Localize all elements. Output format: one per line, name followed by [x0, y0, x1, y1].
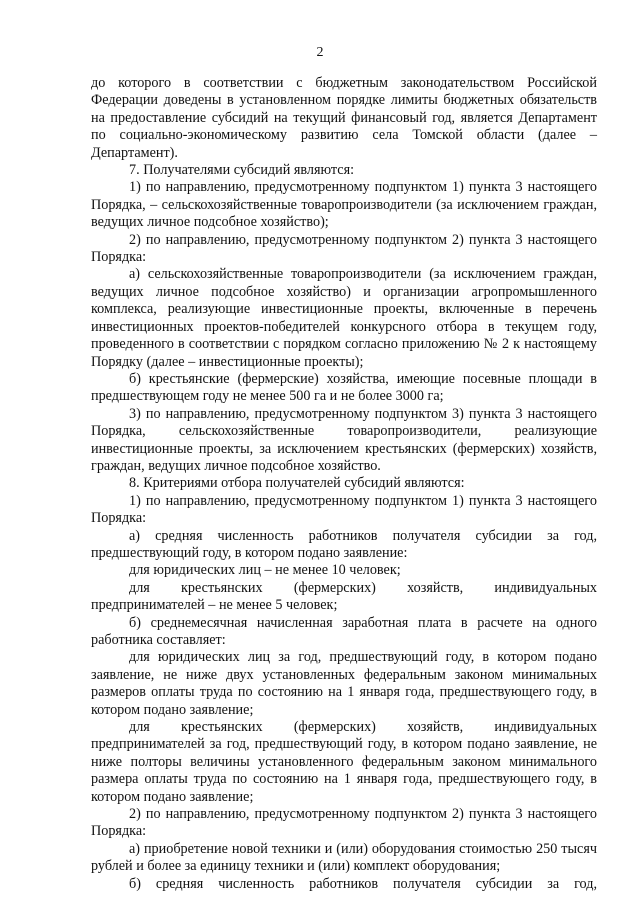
paragraph: 8. Критериями отбора получателей субсидий являются: — [129, 475, 465, 492]
paragraph: 7. Получателями субсидий являются: — [129, 162, 355, 179]
paragraph: 1) по направлению, предусмотренному подпунктом 1) пункта 3 настоящего Порядка, – сельскохозяйственные товаропроизводители (за исключением граждан, ведущих личное подсобное хозяйство); — [91, 179, 597, 231]
paragraph: для крестьянских (фермерских) хозяйств, индивидуальных предпринимателей за год, предшествующий году, в котором подано заявление, не ниже полторы величины установленного федеральным законом минимального размера оплаты труда по состоянию на 1 января года, предшествующего году, в котором подано заявление; — [91, 719, 597, 805]
paragraph: а) приобретение новой техники и (или) оборудования стоимостью 250 тысяч рублей и более за единицу техники и (или) комплект оборудования; — [91, 840, 597, 875]
page-number: 2 — [316, 45, 324, 60]
document-body — [91, 75, 597, 893]
paragraph: 2) по направлению, предусмотренному подпунктом 2) пункта 3 настоящего Порядка: — [91, 806, 597, 840]
paragraph: 1) по направлению, предусмотренному подпунктом 1) пункта 3 настоящего Порядка: — [91, 492, 597, 527]
paragraph: до которого в соответствии с бюджетным законодательством Российской Федерации доведены в установленном порядке лимиты бюджетных обязательств на предоставление субсидий на текущий финансовый год, является Департамент по социально-экономическому развитию села Томской области (далее – Департамент). — [91, 75, 597, 161]
paragraph: 2) по направлению, предусмотренному подпунктом 2) пункта 3 настоящего Порядка: — [91, 231, 597, 266]
paragraph: 3) по направлению, предусмотренному подпунктом 3) пункта 3 настоящего Порядка, сельскохозяйственные товаропроизводители, реализующие инвестиционные проекты, за исключением крестьянских (фермерских) хозяйств, граждан, ведущих личное подсобное хозяйство. — [91, 405, 597, 474]
paragraph: а) средняя численность работников получателя субсидии за год, предшествующий году, в котором подано заявление: — [91, 527, 597, 561]
paragraph: б) средняя численность работников получателя субсидии за год, — [129, 875, 597, 892]
paragraph: для крестьянских (фермерских) хозяйств, индивидуальных предпринимателей – не менее 5 человек; — [91, 579, 597, 614]
paragraph: а) сельскохозяйственные товаропроизводители (за исключением граждан, ведущих личное подсобное хозяйство) и организации агропромышленного комплекса, реализующие инвестиционные проекты, включенные в перечень инвестиционных проектов-победителей конкурсного отбора в текущем году, проведенного в соответствии с порядком согласно приложению № 2 к настоящему Порядку (далее – инвестиционные проекты); — [91, 266, 597, 370]
paragraph: б) крестьянские (фермерские) хозяйства, имеющие посевные площади в предшествующем году не менее 500 га и не более 3000 га; — [91, 370, 597, 405]
paragraph: для юридических лиц – не менее 10 человек; — [129, 562, 401, 579]
paragraph: б) среднемесячная начисленная заработная плата в расчете на одного работника составляет: — [91, 614, 597, 648]
paragraph: для юридических лиц за год, предшествующий году, в котором подано заявление, не ниже двух установленных федеральным законом минимальных размеров оплаты труда по состоянию на 1 января года, предшествующего году, в котором подано заявление; — [91, 649, 597, 718]
